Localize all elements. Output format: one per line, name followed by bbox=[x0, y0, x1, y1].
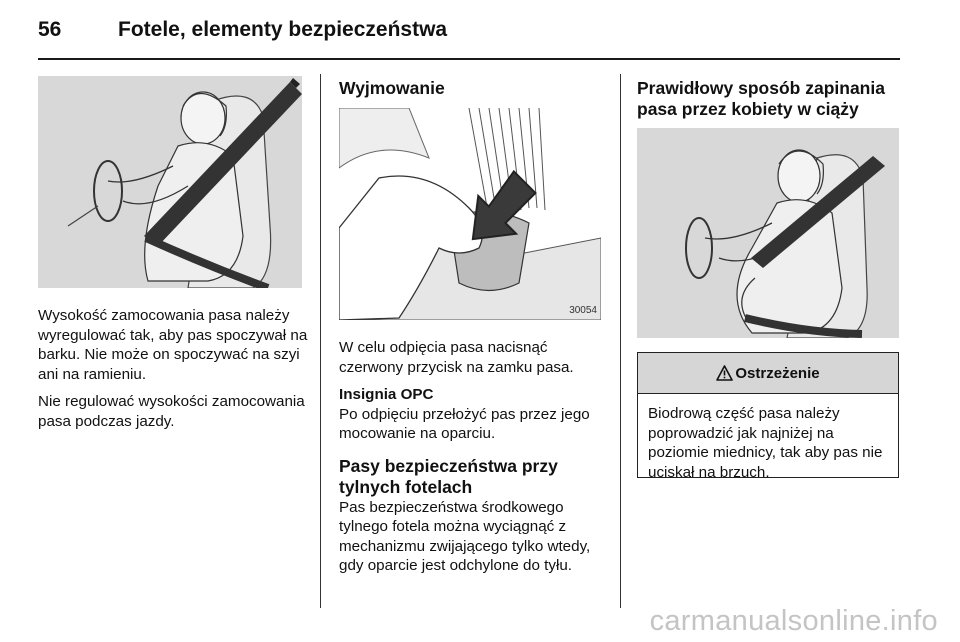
col2-subheading: Insignia OPC bbox=[339, 386, 434, 403]
col2-paragraph-3: Pas bezpieczeństwa środkowego tylnego fotela można wyciągnąć z mechanizmu zwijającego tylko wtedy, gdy oparcie jest odchylone do tyłu. bbox=[339, 498, 591, 574]
col1-paragraph-2: Nie regulować wysokości zamocowania pasa podczas jazdy. bbox=[38, 393, 305, 430]
warning-header bbox=[638, 353, 898, 394]
warning-title: Ostrzeżenie bbox=[735, 364, 820, 382]
figure-driver-belt-height bbox=[38, 76, 302, 288]
warning-box bbox=[637, 352, 899, 481]
col2-paragraph-2: Po odpięciu przełożyć pas przez jego mocowanie na oparciu. bbox=[339, 405, 590, 442]
figure-code: 30054 bbox=[569, 305, 597, 316]
warning-text: Biodrową część pasa należy poprowadzić jak najniżej na poziomie miednicy, tak aby pas nie uciskał na brzuch. bbox=[648, 405, 883, 481]
page-number: 56 bbox=[38, 18, 62, 41]
col2-heading: Wyjmowanie bbox=[339, 78, 445, 98]
column-divider-left bbox=[320, 74, 321, 608]
page-title: Fotele, elementy bezpieczeństwa bbox=[118, 18, 448, 41]
header-rule bbox=[38, 58, 900, 60]
col1-paragraph-1: Wysokość zamocowania pasa należy wyregulować tak, aby pas spoczywał na barku. Nie może on spoczywać na szyi ani na ramieniu. bbox=[38, 307, 308, 383]
col2-paragraph-1: W celu odpięcia pasa nacisnąć czerwony przycisk na zamku pasa. bbox=[339, 339, 574, 376]
column-divider-right bbox=[620, 74, 621, 608]
watermark: carmanualsonline.info bbox=[649, 605, 938, 637]
figure-buckle-release bbox=[339, 108, 601, 320]
warning-triangle-icon bbox=[716, 365, 733, 381]
col1-text bbox=[38, 306, 308, 439]
figure-pregnant-belt bbox=[637, 128, 899, 338]
col3-heading: Prawidłowy sposób zapinania pasa przez kobiety w ciąży bbox=[637, 78, 885, 119]
col2-text bbox=[339, 338, 609, 584]
col2-heading-2: Pasy bezpieczeństwa przy tylnych fotelach bbox=[339, 455, 558, 497]
